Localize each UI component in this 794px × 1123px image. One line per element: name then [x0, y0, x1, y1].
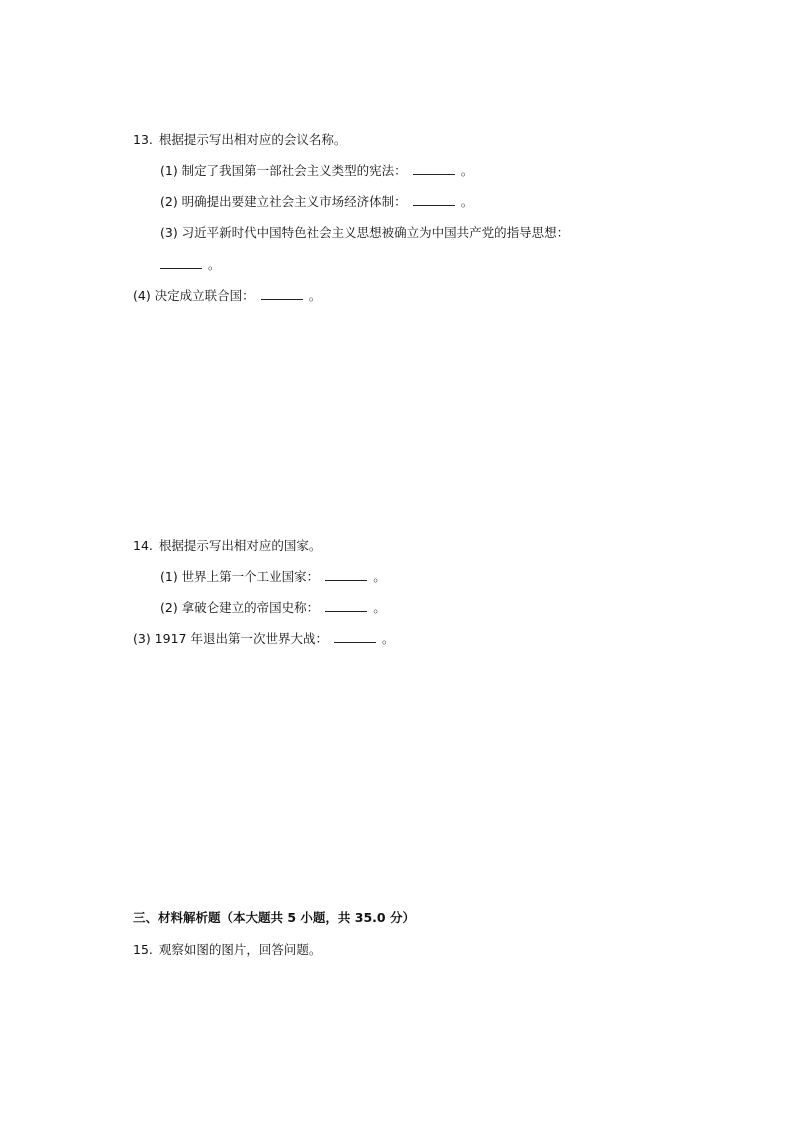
question-14-text: 根据提示写出相对应的国家。 [158, 538, 322, 553]
item-end: 。 [373, 569, 386, 584]
question-15-number: 15. [133, 942, 153, 957]
item-end: 。 [460, 194, 474, 209]
item-end: 。 [208, 257, 221, 272]
question-13-item-3-answer [154, 256, 221, 274]
question-13-item-2 [160, 193, 473, 211]
answer-blank[interactable] [261, 287, 303, 300]
item-end: 。 [460, 163, 474, 178]
question-15-prompt [133, 941, 321, 959]
item-label: (2) 拿破仑建立的帝国史称： [160, 600, 320, 615]
item-label: (1) 制定了我国第一部社会主义类型的宪法： [160, 163, 407, 178]
answer-blank[interactable] [413, 193, 455, 206]
answer-blank[interactable] [160, 256, 202, 269]
question-14-item-2 [160, 599, 386, 617]
question-14-prompt [133, 537, 321, 555]
item-end: 。 [373, 600, 386, 615]
question-14-item-1 [160, 568, 386, 586]
item-end: 。 [308, 288, 322, 303]
question-13-text: 根据提示写出相对应的会议名称。 [158, 132, 347, 147]
question-13-item-4 [133, 287, 321, 305]
question-13-item-1 [160, 162, 473, 180]
question-14-item-3 [133, 630, 394, 648]
answer-blank[interactable] [334, 630, 376, 643]
item-label: (3) 1917 年退出第一次世界大战： [133, 631, 328, 646]
item-label: (3) 习近平新时代中国特色社会主义思想被确立为中国共产党的指导思想： [160, 225, 570, 240]
question-13-prompt [133, 131, 346, 149]
answer-blank[interactable] [325, 568, 367, 581]
item-end: 。 [381, 631, 395, 646]
item-label: (1) 世界上第一个工业国家： [160, 569, 320, 584]
answer-blank[interactable] [413, 162, 455, 175]
question-14-number: 14. [133, 538, 153, 553]
answer-blank[interactable] [325, 599, 367, 612]
item-label: (4) 决定成立联合国： [133, 288, 255, 303]
section-3-heading: 三、材料解析题（本大题共 5 小题，共 35.0 分） [133, 910, 415, 925]
question-15-text: 观察如图的图片，回答问题。 [158, 942, 322, 957]
question-13-item-3 [160, 224, 569, 242]
item-label: (2) 明确提出要建立社会主义市场经济体制： [160, 194, 407, 209]
question-13-number: 13. [133, 132, 153, 147]
